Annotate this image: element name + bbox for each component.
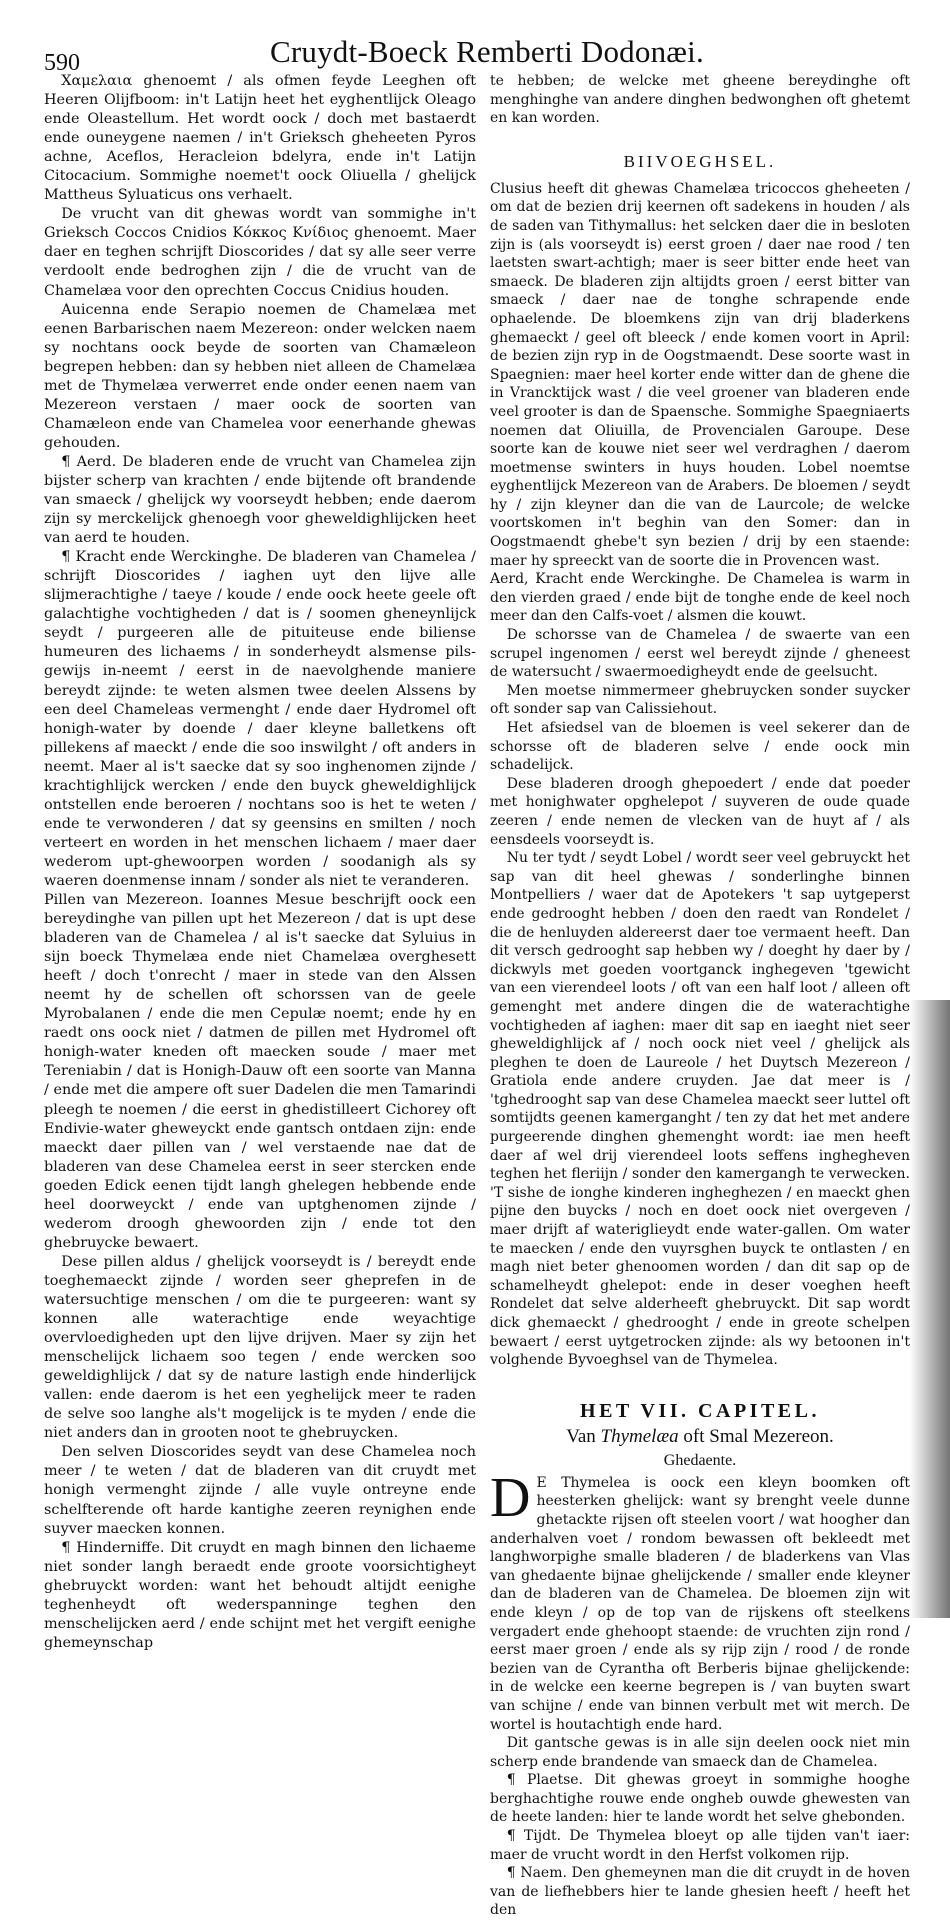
chapter-title-plant: Thymelæa (600, 1425, 679, 1447)
addendum-paragraph: Men moetse nimmermeer ghebruycken sonder suycker oft sonder sap van Calissiehout. (490, 682, 910, 718)
addendum-paragraph: Clusius heeft dit ghewas Chamelæa tricoccos gheheeten / om dat de bezien drij keernen oft sadekens in houden / als de saden van Tithymallus: het selcken daer die in besloten zijn is (als voorseydt is) eerst groen / daer nae rood / ten laetsten swart-achtigh; maer is seer bitter ende heet van smaeck. De bladeren zijn altijdts groen / eerst bitter van smaeck / daer nae de tonghe schrapende ende ophaelende. De bloemkens zijn van drij bladerkens ghemaeckt / geel oft bleeck / ende komen voort in April: de bezien zijn ryp in de Oogstmaendt. Dese soorte wast in Spaegnien: maer heel korter ende witter dan de ghene die in Vrancktijck wast / die veel groener van bladeren ende veel grooter is dan de Spaensche. Sommighe Spaegniaerts noemen dat Oliuilla, de Provencialen Garoupe. Dese soorte kan de kouwe niet seer wel verdraghen / daerom moetmense swinters in huys houden. Lobel noemtse eyghentlijck Mezereon van de Arabers. De bloemen / seydt hy / zijn kleyner dan die van de Laurcole; de welcke voortskomen in't beghin van den Somer: dan in Oogstmaendt ghebe't syn bezien / drij by een staende: maer hy spreeckt van de soorte die in Provencen wast. (490, 180, 910, 569)
continuation-paragraph: te hebben; de welcke met gheene bereydinghe oft menghinghe van andere dinghen bedwonghen oft ghetemt en kan worden. (490, 73, 910, 127)
addendum-paragraph: Aerd, Kracht ende Werckinghe. De Chamelea is warm in den vierden graed / ende bijt de tonghe ende de keel noch meer dan den Calfs-voet / alsmen die kouwt. (490, 571, 910, 625)
left-paragraph: Den selven Dioscorides seydt van dese Chamelea noch meer / te weten / dat de bladeren van dit cruydt met honigh vermenght zijnde / alle vuyle ontreyne ende schelfterende oft harde kantighe zeeren reynighen ende suyver maecken konnen. (44, 1444, 476, 1537)
left-paragraph: ¶ Aerd. De bladeren ende de vrucht van Chamelea zijn bijster scherp van krachten / ende bijtende oft brandende van smaeck / ghelijck wy voorseydt hebben; ende daerom zijn sy merckelijck ghenoegh voor gheweldighlijcken heet van aerd te houden. (44, 453, 476, 547)
chapter-paragraph: ¶ Naem. Den ghemeynen man die dit cruydt in de hoven van de liefhebbers hier te lande ghesien heeft / heeft het den (490, 1865, 910, 1919)
left-paragraph: Auicenna ende Serapio noemen de Chamelæa met eenen Barbarischen naem Mezereon: onder welcken naem sy nochtans oock beyde de soorten van Chamæleon begrepen hebben: dan sy hebben niet alleen de Chamelæa met de Thymelæa verwerret ende onder eenen naem van Mezereon verstaen / maer oock de soorten van Chamæleon ende van Chamelea voor eenerhande ghewas gehouden. (44, 301, 476, 451)
chapter-title-prefix: Van (566, 1425, 596, 1447)
chapter-heading: HET VII. CAPITEL. (580, 1399, 820, 1422)
drop-cap: D (490, 1466, 531, 1529)
chapter-paragraph: Dit gantsche gewas is in alle sijn deelen oock niet min scherp ende brandende van smaeck dan de Chamelea. (490, 1735, 910, 1770)
chapter-first-paragraph (490, 1466, 910, 1734)
page-edge-shadow (910, 1000, 950, 1618)
first-paragraph-text: E Thymelea is oock een kleyn boomken oft heesterken ghelijck: want sy brenght veele dunne ghetackte rijsen oft steelen voort / wat hoogher dan anderhalven voet / rondom bewassen oft bekleedt met langhworpighe smalle bladeren / de bladerkens van Vlas van ghedaente bijnae ghelijckende / smaller ende kleyner dan de bladeren van de Chamelea. De bloemen zijn wit ende kleyn / op de top van de rijskens oft steelkens vergadert ende ghehoopt staende: de vruchten zijn rond / eerst maer groen / ende als sy rijp zijn / rood / de ronde bezien van de Cyrantha oft Berberis bijnae ghelijckende: in de welcke een keerne begrepen is / van buyten swart van schijne / ende van binnen verbult met wit merch. De wortel is houtachtigh ende hard. (490, 1474, 910, 1733)
right-column (490, 72, 910, 1919)
addendum-paragraph: Dese bladeren droogh ghepoedert / ende dat poeder met honighwater opghelepot / suyveren de oude quade zeeren / ende nemen de vlecken van de huyt af / als eensdeels voorseydt is. (490, 775, 910, 848)
running-head: Cruydt-Boeck Remberti Dodonæi. (270, 34, 704, 69)
left-paragraph: De vrucht van dit ghewas wordt van sommighe in't Grieksch Coccos Cnidios Κόκκος Κνίδιος ghenoemt. Maer daer en teghen schrijft Dioscorides / dat sy alle seer verre verdoolt ende bedroghen zijn / die de vrucht van de Chamelæa voor den oprechten Coccus Cnidius houden. (44, 206, 476, 299)
left-paragraph: Pillen van Mezereon. Ioannes Mesue beschrijft oock een bereydinghe van pillen upt het Mezereon / dat is upt dese bladeren van de Chamelea / al is't saecke dat Syluius in sijn boeck Thymelæa ende niet Chamelæa overghesett heeft / doch t'onrecht / maer in stede van den Alssen neemt hy de schellen oft schorssen van de geele Myrobalanen / ende die men Cepulæ noemt; ende hy en raedt ons oock niet / datmen de pillen met Hydromel oft honigh-water kneden oft maecken soude / maer met Tereniabin / dat is Honigh-Dauw oft een soorte van Manna / ende met die ampere oft suer Dadelen die men Tamarindi pleegh te noemen / die eerst in ghedistilleert Cichorey oft Endivie-water gheweyckt ende gantsch ontdaen zijn: ende maeckt daer pillen van / wel verstaende nae dat de bladeren van dese Chamelea eerst in seer stercken ende goeden Edick eenen tijdt langh ghelegen hebbende ende heel doorweyckt / ende van uptghenomen zijnde / wederom droogh ghewoorden zijn / ende tot den ghebruycke bewaert. (44, 892, 476, 1251)
addendum-heading: BIIVOEGHSEL. (623, 151, 777, 171)
chapter-title-suffix: oft Smal Mezereon. (683, 1425, 834, 1447)
left-paragraph: Χαμελαια ghenoemt / als ofmen feyde Leeghen oft Heeren Olijfboom: in't Latijn heet het eyghentlijck Oleago ende Oleastellum. Het wordt oock / doch met bastaerdt ende ouneygene naemen / in't Grieksch gheheeten Pyros achne, Aceflos, Heracleion bdelyra, ende in't Latijn Citocacium. Sommighe noemet't oock Oliuella / ghelijck Mattheus Syluaticus ons verhaelt. (44, 73, 476, 204)
page-number: 590 (44, 50, 80, 76)
chapter-paragraph: ¶ Plaetse. Dit ghewas groeyt in sommighe hooghe berghachtighe rouwe ende ongheb ouwde ghewesten van de heete landen: hier te lande wordt het selve ghebonden. (490, 1772, 910, 1826)
addendum-paragraph: Het afsiedsel van de bloemen is veel sekerer dan de schorsse oft de bladeren selve / ende oock min schadelijck. (490, 720, 910, 774)
left-paragraph: Dese pillen aldus / ghelijck voorseydt is / bereydt ende toeghemaeckt zijnde / worden seer gheprefen in de watersuchtige menschen / om die te purgeeren: want sy konnen alle waterachtige ende weyachtige overvloedigheden upt den lijve drijven. Maer sy zijn het menschelijck lichaem soo tegen / ende wercken soo geweldighlijck / dat sy de nature lastigh ende hinderlijck vallen: ende daerom is het een yeghelijck meer te raden de selve soo langhe als't mogelijck is te myden / ende die niet anders dan in grooten noot te ghebruycken. (44, 1253, 476, 1442)
chapter-paragraph: ¶ Tijdt. De Thymelea bloeyt op alle tijden van't iaer: maer de vrucht wordt in den Herfst volkomen rijp. (490, 1828, 910, 1863)
addendum-paragraph: Nu ter tydt / seydt Lobel / wordt seer veel gebruyckt het sap van dit heel ghewas / sonderlinghe binnen Montpelliers / waer dat de Apotekers 't sap uytgeperst ende gedrooght hebben / doen den raedt van Rondelet / die de henluyden aldereerst daer toe vermaent heeft. Dan dit versch gedrooght sap hebben wy / doeght hy daer by / dickwyls met goeden voortganck inghegeven 'tgewicht van een vierendeel loots / oft van een half loot / alleen oft gemenght met andere dingen die de waterachtighe vochtigheden af iaghen: maer dit sap en iaeght niet seer gheweldighlijck af / noch oock niet veel / ghelijck als pleghen te doen de Laureole / het Duytsch Mezereon / Gratiola ende andere cruyden. Jae dat meer is / 'tghedrooght sap van dese Chamelea maeckt seer luttel oft somtijdts geenen kamerganght / ten zy dat het met andere purgeerende dinghen ghemenght wordt: iae men heeft daer af wel drij vierendeel loots seffens inghegheven teghen het fleriijn / sonder den kamergangh te verwecken. 'T sishe de ionghe kinderen ingheghezen / en maeckt ghen pijne den buycks / noch en doet oock niet overgeven / maer drijft af wateriglieydt ende water-gallen. Om water te maecken / ende den vuyrsghen buyck te ontlasten / en magh niet beter ghenoomen worden / dan dit sap op de schamelheydt ghelepot: ende in deser voeghen heeft Rondelet dat selve alderheeft ghebruyckt. Dit sap wordt dick ghemaeckt / ghedrooght / ende in greote schelpen bewaert / eerst uytgetrocken zijnde: als wy betoonen in't volghende Byvoeghsel van de Thymelea. (490, 850, 910, 1369)
addendum-paragraph: De schorsse van de Chamelea / de swaerte van een scrupel ingenomen / eerst wel bereydt zijnde / gheneest de watersucht / swaermoedigheydt ende de geelsucht. (490, 627, 910, 681)
left-paragraph: ¶ Hinderniffe. Dit cruydt en magh binnen den lichaeme niet sonder langh beraedt ende groote voorsichtigheyt ghebruyckt worden: want het behoudt altijdt eenighe teghenheydt oft wederspanninge teghen den menschelijcken aerd / ende schijnt met het vergift eenighe ghemeynschap (44, 1539, 476, 1651)
section-heading: Ghedaente. (663, 1451, 737, 1469)
chapter-title (490, 1426, 910, 1448)
left-column (44, 72, 476, 1651)
left-paragraph: ¶ Kracht ende Werckinghe. De bladeren van Chamelea / schrijft Dioscorides / iaghen uyt den lijve alle slijmerachtighe / taeye / koude / ende oock heete geele oft galachtighe vochtigheden / dat is / soomen gheneynlijck seydt / purgeeren alle de pituiteuse ende biliense humeuren des lichaems / in sonderheydt alsmense pils-gewijs in-neemt / eerst in de naevolghende maniere bereydt zijnde: te weten alsmen twee deelen Alssens by een deel Chameleas vermenght / ende daer Hydromel oft honigh-water by doende / daer kleyne balletkens oft pillekens af maeckt / ende die soo inswilght / oft anders in neemt. Maer al is't saecke dat sy soo inghenomen zijnde / krachtighlijck wercken / ende den buyck gheweldighlijck ontstellen ende beroeren / nochtans soo is het te weten / ende te verwonderen / dat sy geensins en smilten / noch verteert en worden in het menschen lichaem / maer daer wederom upt-ghewoorpen worden / soodanigh als sy waeren doenmense innam / sonder als niet te veranderen. (44, 549, 476, 889)
